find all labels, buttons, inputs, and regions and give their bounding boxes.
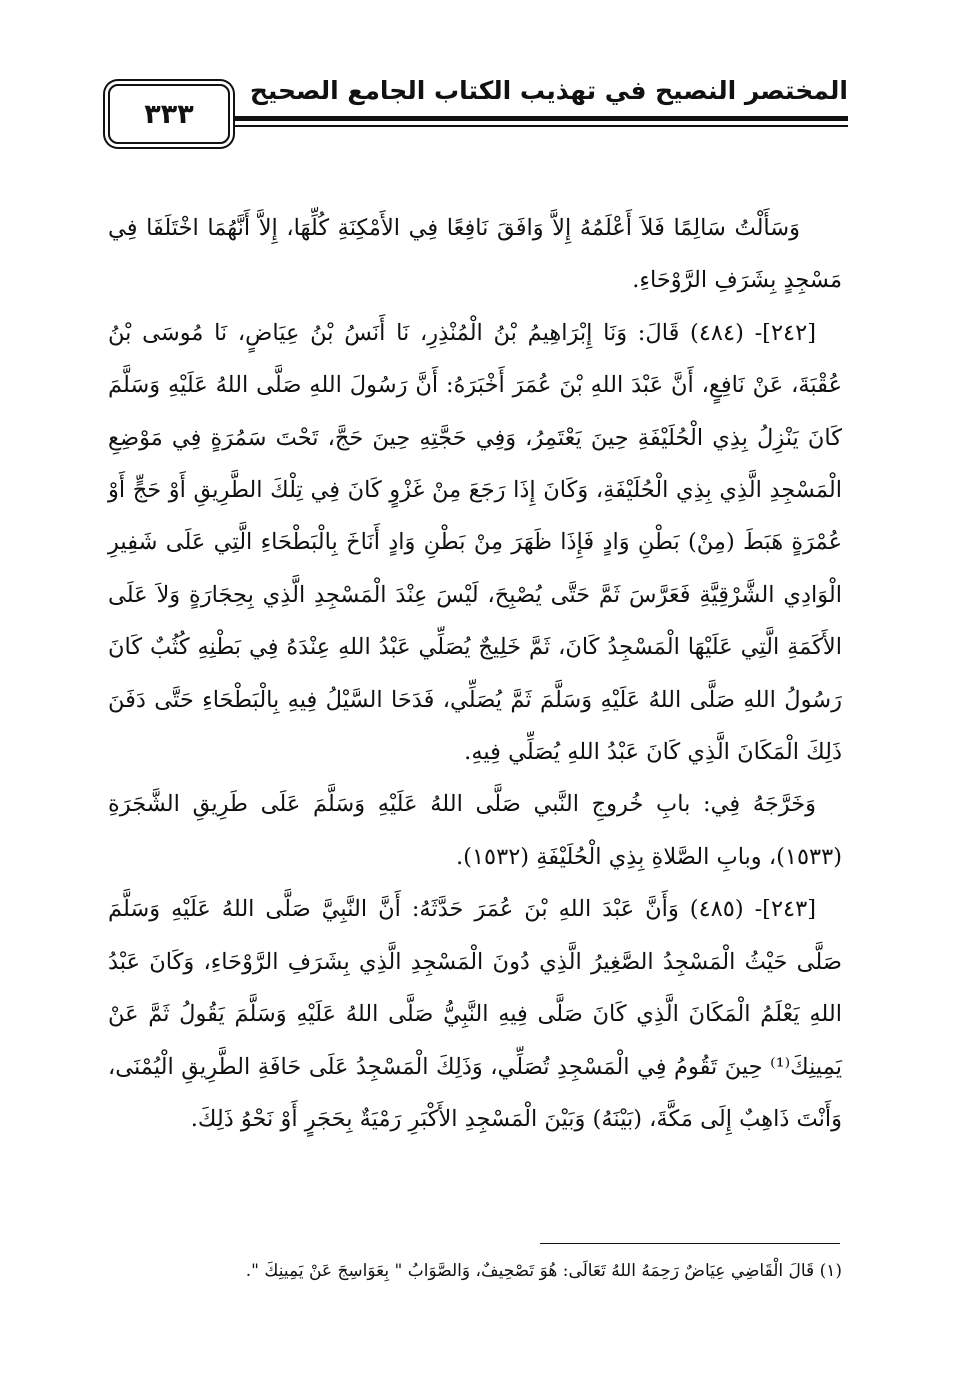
- header-rule-thick: [234, 116, 848, 121]
- paragraph-intro: وَسَأَلْتُ سَالِمًا فَلاَ أَعْلَمُهُ إِلاَّ وَافَقَ نَافِعًا فِي الأَمْكِنَةِ كُلِّهَا، إِلاَّ أَنَّهُمَا اخْتَلَفَا فِي مَسْجِدٍ بِشَرَفِ الرَّوْحَاءِ.: [108, 215, 842, 294]
- page-header: [100, 72, 848, 152]
- hadith-242: [٢٤٢]- (٤٨٤) قَالَ: وَنَا إِبْرَاهِيمُ بْنُ الْمُنْذِرِ، نَا أَنَسُ بْنُ عِيَاضٍ، نَا مُوسَى بْنُ عُقْبَةَ، عَنْ نَافِعٍ، أَنَّ عَبْدَ اللهِ بْنَ عُمَرَ أَخْبَرَهُ: أَنَّ رَسُولَ اللهِ صَلَّى اللهُ عَلَيْهِ وَسَلَّمَ كَانَ يَنْزِلُ بِذِي الْحُلَيْفَةِ حِينَ يَعْتَمِرُ، وَفِي حَجَّتِهِ حِينَ حَجَّ، تَحْتَ سَمُرَةٍ فِي مَوْضِعِ الْمَسْجِدِ الَّذِي بِذِي الْحُلَيْفَةِ، وَكَانَ إِذَا رَجَعَ مِنْ غَزْوٍ كَانَ فِي تِلْكَ الطَّرِيقِ أَوْ حَجٍّ أَوْ عُمْرَةٍ هَبَطَ (مِنْ) بَطْنِ وَادٍ فَإِذَا ظَهَرَ مِنْ بَطْنِ وَادٍ أَنَاخَ بِالْبَطْحَاءِ الَّتِي عَلَى شَفِيرِ الْوَادِي الشَّرْقِيَّةِ فَعَرَّسَ ثَمَّ حَتَّى يُصْبِحَ، لَيْسَ عِنْدَ الْمَسْجِدِ الَّذِي بِحِجَارَةٍ وَلاَ عَلَى الأَكَمَةِ الَّتِي عَلَيْهَا الْمَسْجِدُ كَانَ، ثَمَّ خَلِيجٌ يُصَلِّي عَبْدُ اللهِ عِنْدَهُ فِي بَطْنِهِ كُثُبٌ كَانَ رَسُولُ اللهِ صَلَّى اللهُ عَلَيْهِ وَسَلَّمَ ثَمَّ يُصَلِّي، فَدَحَا السَّيْلُ فِيهِ بِالْبَطْحَاءِ حَتَّى دَفَنَ ذَلِكَ الْمَكَانَ الَّذِي كَانَ عَبْدُ اللهِ يُصَلِّي فِيهِ.: [108, 319, 842, 766]
- running-title: المختصر النصيح في تهذيب الكتاب الجامع الصحيح: [249, 76, 848, 105]
- takhrij-note: وَخَرَّجَهُ فِي: بابِ خُروجِ النَّبي صَلَّى اللهُ عَلَيْهِ وَسَلَّمَ عَلَى طَرِيقِ الشَّجَرَةِ (١٥٣٣)، وبابِ الصَّلاةِ بِذِي الْحُلَيْفَةِ (١٥٣٢).: [108, 791, 842, 870]
- page-number: ٣٣٣: [108, 84, 230, 144]
- main-text: [108, 202, 842, 1145]
- header-rule-thin: [234, 125, 848, 127]
- footnote-separator: [540, 1243, 840, 1244]
- hadith-243: [٢٤٣]- (٤٨٥) وَأَنَّ عَبْدَ اللهِ بْنَ عُمَرَ حَدَّثَهُ: أَنَّ النَّبِيَّ صَلَّى اللهُ عَلَيْهِ وَسَلَّمَ صَلَّى حَيْثُ الْمَسْجِدُ الصَّغِيرُ الَّذِي دُونَ الْمَسْجِدِ الَّذِي بِشَرَفِ الرَّوْحَاءِ، وَكَانَ عَبْدُ اللهِ يَعْلَمُ الْمَكَانَ الَّذِي كَانَ صَلَّى فِيهِ النَّبِيُّ صَلَّى اللهُ عَلَيْهِ وَسَلَّمَ يَقُولُ ثَمَّ عَنْ يَمِينِكَ⁽¹⁾ حِينَ تَقُومُ فِي الْمَسْجِدِ تُصَلِّي، وَذَلِكَ الْمَسْجِدُ عَلَى حَافَةِ الطَّرِيقِ الْيُمْنَى، وَأَنْتَ ذَاهِبٌ إِلَى مَكَّةَ، (بَيْنَهُ) وَبَيْنَ الْمَسْجِدِ الأَكْبَرِ رَمْيَةٌ بِحَجَرٍ أَوْ نَحْوُ ذَلِكَ.: [108, 896, 842, 1132]
- footnote: (١) قَالَ الْقَاضِي عِيَاضٌ رَحِمَهُ اللهُ تَعَالَى: هُوَ تَصْحِيفٌ، وَالصَّوَابُ " بِعَوَاسِجَ عَنْ يَمِينِكَ ".: [245, 1261, 842, 1281]
